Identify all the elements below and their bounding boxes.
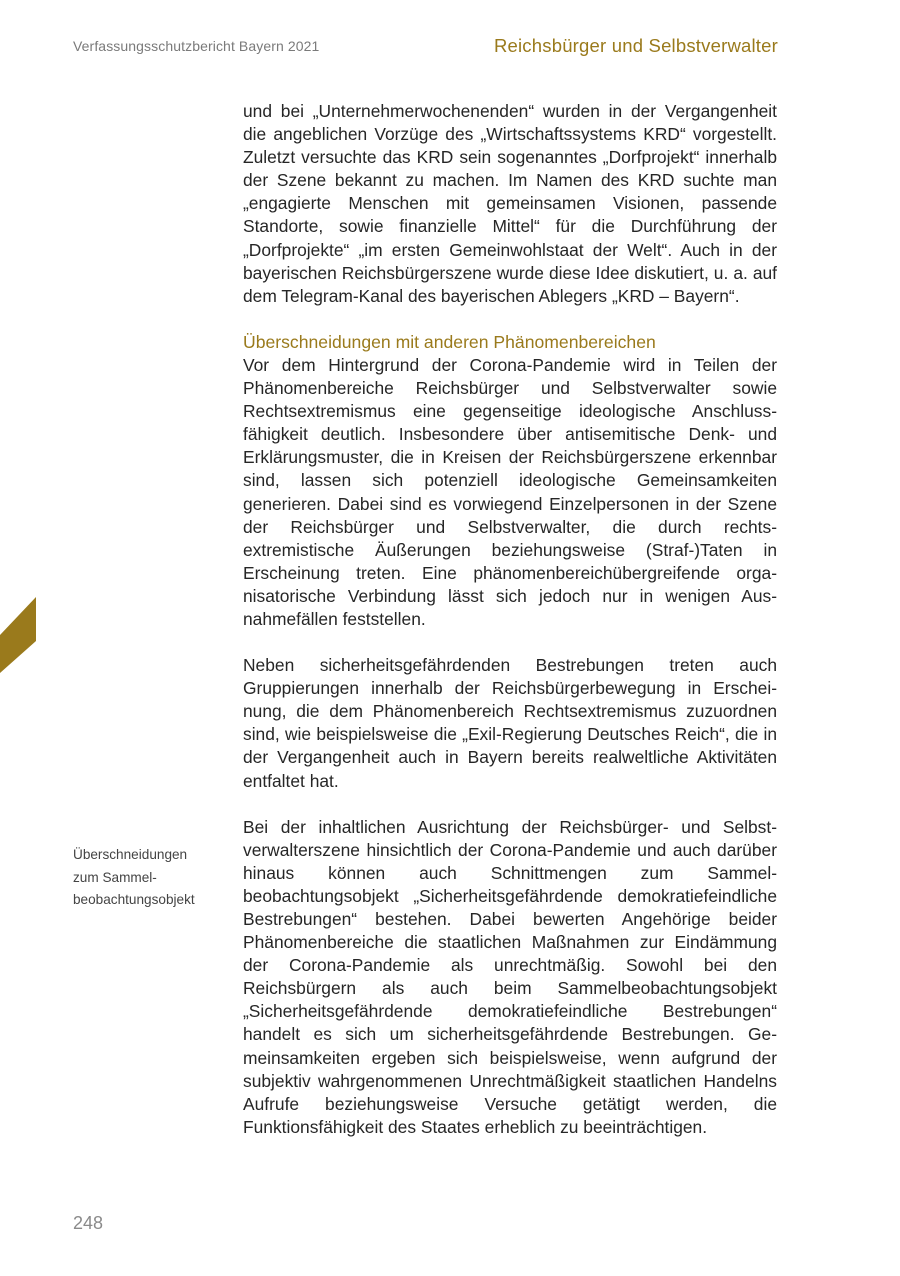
paragraph-krd-dorfprojekt: und bei „Unternehmerwochenenden“ wurden in der Vergangenheit die angeblichen Vorzüge des „Wirtschaftssystems KRD“ vorgestellt. Zuletzt versuchte das KRD sein sogenanntes „Dorfprojekt“ innerhalb der Szene bekannt zu machen. Im Namen des KRD suchte man „engagierte Menschen mit gemeinsamen Visionen, passende Standorte, sowie finanzielle Mittel“ für die Durchführung der „Dorfprojekte“ „im ersten Gemeinwohlstaat der Welt“. Auch in der bayerischen Reichsbürgerszene wurde diese Idee diskutiert, u. a. auf dem Telegram-Kanal des bayerischen Ablegers „KRD – Bayern“. — [243, 101, 777, 306]
page-number: 248 — [73, 1213, 104, 1233]
paragraph-ideological-overlap: Vor dem Hintergrund der Corona-Pandemie wird in Teilen der Phänomenbereiche Reichsbürger und Selbstverwalter sowie Rechtsextremismus eine gegenseitige ideologische Anschlussfähigkeit deutlich. Insbesondere über antisemitische Denk- und Erklärungsmuster, die in Kreisen der Reichsbürgerszene erkennbar sind, lassen sich potenziell ideologische Gemeinsamkeiten generieren. Dabei sind es vorwiegend Einzelpersonen in der Szene der Reichsbürger und Selbstverwalter, die durch rechtsextremistische Äußerungen beziehungsweise (Straf-)Taten in Erscheinung treten. Eine phänomenbereichübergreifende organisatorische Verbindung lässt sich jedoch nur in wenigen Ausnahmefällen feststellen. — [243, 354, 777, 629]
running-header-publication: Verfassungsschutzbericht Bayern 2021 — [73, 38, 320, 54]
section-heading: Überschneidungen mit anderen Phänomenbereichen — [243, 331, 656, 352]
chapter-tab-marker — [0, 597, 36, 673]
margin-note — [73, 844, 223, 912]
paragraph-right-wing-groups: Neben sicherheitsgefährdenden Bestrebungen treten auch Gruppierungen innerhalb der Reichsbürgerbewegung in Erscheinung, die dem Phänomenbereich Rechtsextremismus zuzuordnen sind, wie beispielsweise die „Exil-Regierung Deutsches Reich“, die in der Vergangenheit auch in Bayern bereits realweltliche Aktivitäten entfaltet hat. — [243, 655, 777, 791]
margin-note-line: zum Sammel- — [73, 869, 157, 885]
paragraph-collective-observation-object: Bei der inhaltlichen Ausrichtung der Reichsbürger- und Selbstverwalterszene hinsichtlich der Corona-Pandemie und auch darüber hinaus können auch Schnittmengen zum Sammelbeobachtungsobjekt „Sicherheitsgefährdende demokratiefeindliche Bestrebungen“ bestehen. Dabei bewerten Angehörige beider Phänomenbereiche die staatlichen Maßnahmen zur Eindämmung der Corona-Pandemie als unrechtmäßig. Sowohl bei den Reichsbürgern als auch beim Sammelbeobachtungsobjekt „Sicherheitsgefährdende demokratiefeindliche Bestrebungen“ handelt es sich um sicherheitsgefährdende Bestrebungen. Gemeinsamkeiten ergeben sich beispielsweise, wenn aufgrund der subjektiv wahrgenommenen Unrechtmäßigkeit staatlichen Handelns Aufrufe beziehungsweise Versuche getätigt werden, die Funktionsfähigkeit des Staates erheblich zu beeinträchtigen. — [243, 816, 777, 1137]
chapter-tab-shape — [0, 597, 36, 673]
running-header-chapter: Reichsbürger und Selbstverwalter — [493, 35, 778, 56]
main-text-column — [243, 100, 777, 1139]
margin-note-line: Überschneidungen — [73, 847, 188, 862]
margin-note-line: beobachtungsobjekt — [73, 892, 195, 908]
